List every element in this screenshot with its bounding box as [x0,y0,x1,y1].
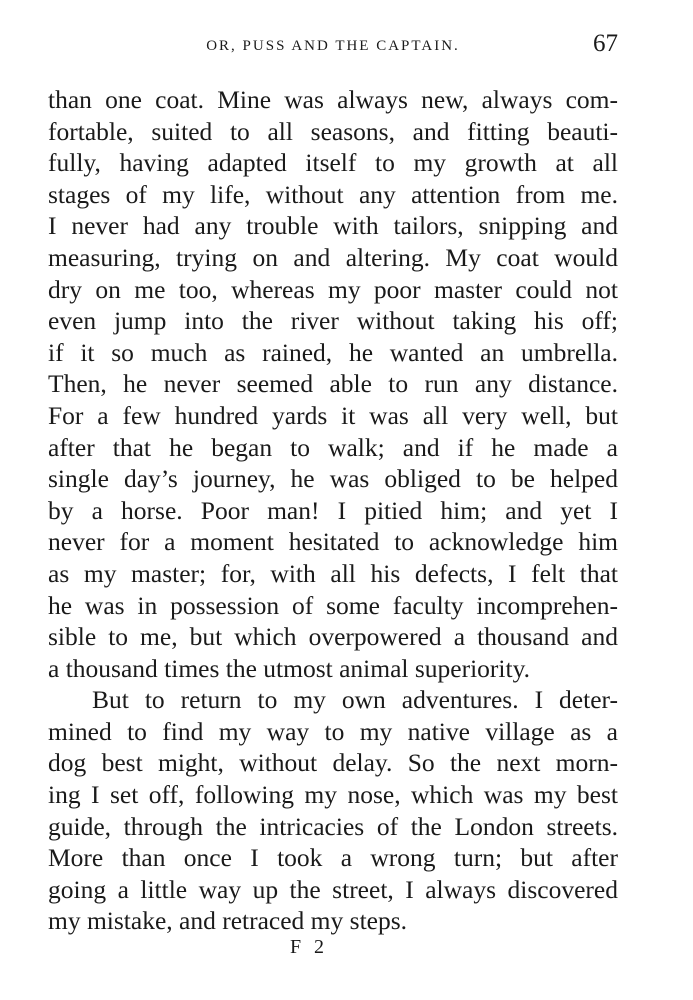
text-line: I never had any trouble with tailors, snipping and [48,211,618,241]
text-line: guide, through the intricacies of the London streets. [48,811,618,841]
paragraph [48,84,618,684]
page-number: 67 [593,30,618,57]
page-header [48,28,618,64]
text-line: For a few hundred yards it was all very well, but [48,400,618,430]
text-line: sible to me, but which overpowered a thousand and [48,622,618,652]
text-line: a thousand times the utmost animal superiority. [48,653,531,683]
signature-mark: F 2 [289,936,329,958]
text-line: by a horse. Poor man! I pitied him; and yet I [48,495,618,525]
text-line: measuring, trying on and altering. My coat would [48,242,618,272]
text-line: ing I set off, following my nose, which was my best [48,780,618,810]
text-line: dog best might, without delay. So the next morn- [48,748,618,778]
text-line: after that he began to walk; and if he made a [48,432,618,462]
text-line: he was in possession of some faculty incomprehen- [48,590,618,620]
text-line: as my master; for, with all his defects, I felt that [48,558,618,588]
text-line: if it so much as rained, he wanted an umbrella. [48,337,618,367]
body-text [48,84,618,937]
text-line: Then, he never seemed able to run any distance. [48,369,618,399]
text-line: dry on me too, whereas my poor master could not [48,274,618,304]
text-line: going a little way up the street, I always discovered [48,874,618,904]
text-line: my mistake, and retraced my steps. [48,906,408,936]
text-line: mined to find my way to my native village as a [48,716,618,746]
running-title: OR, PUSS AND THE CAPTAIN. [206,38,460,54]
text-line: single day’s journey, he was obliged to be helped [48,464,618,494]
text-line: fully, having adapted itself to my growth at all [48,148,618,178]
text-line: stages of my life, without any attention from me. [48,179,618,209]
text-line: fortable, suited to all seasons, and fitting beauti- [48,116,618,146]
text-line: than one coat. Mine was always new, always com- [48,85,618,114]
text-line: even jump into the river without taking his off; [48,306,618,336]
text-line: But to return to my own adventures. I deter- [92,685,618,715]
paragraph [48,684,618,937]
text-line: never for a moment hesitated to acknowledge him [48,527,618,557]
text-line: More than once I took a wrong turn; but after [48,843,618,873]
